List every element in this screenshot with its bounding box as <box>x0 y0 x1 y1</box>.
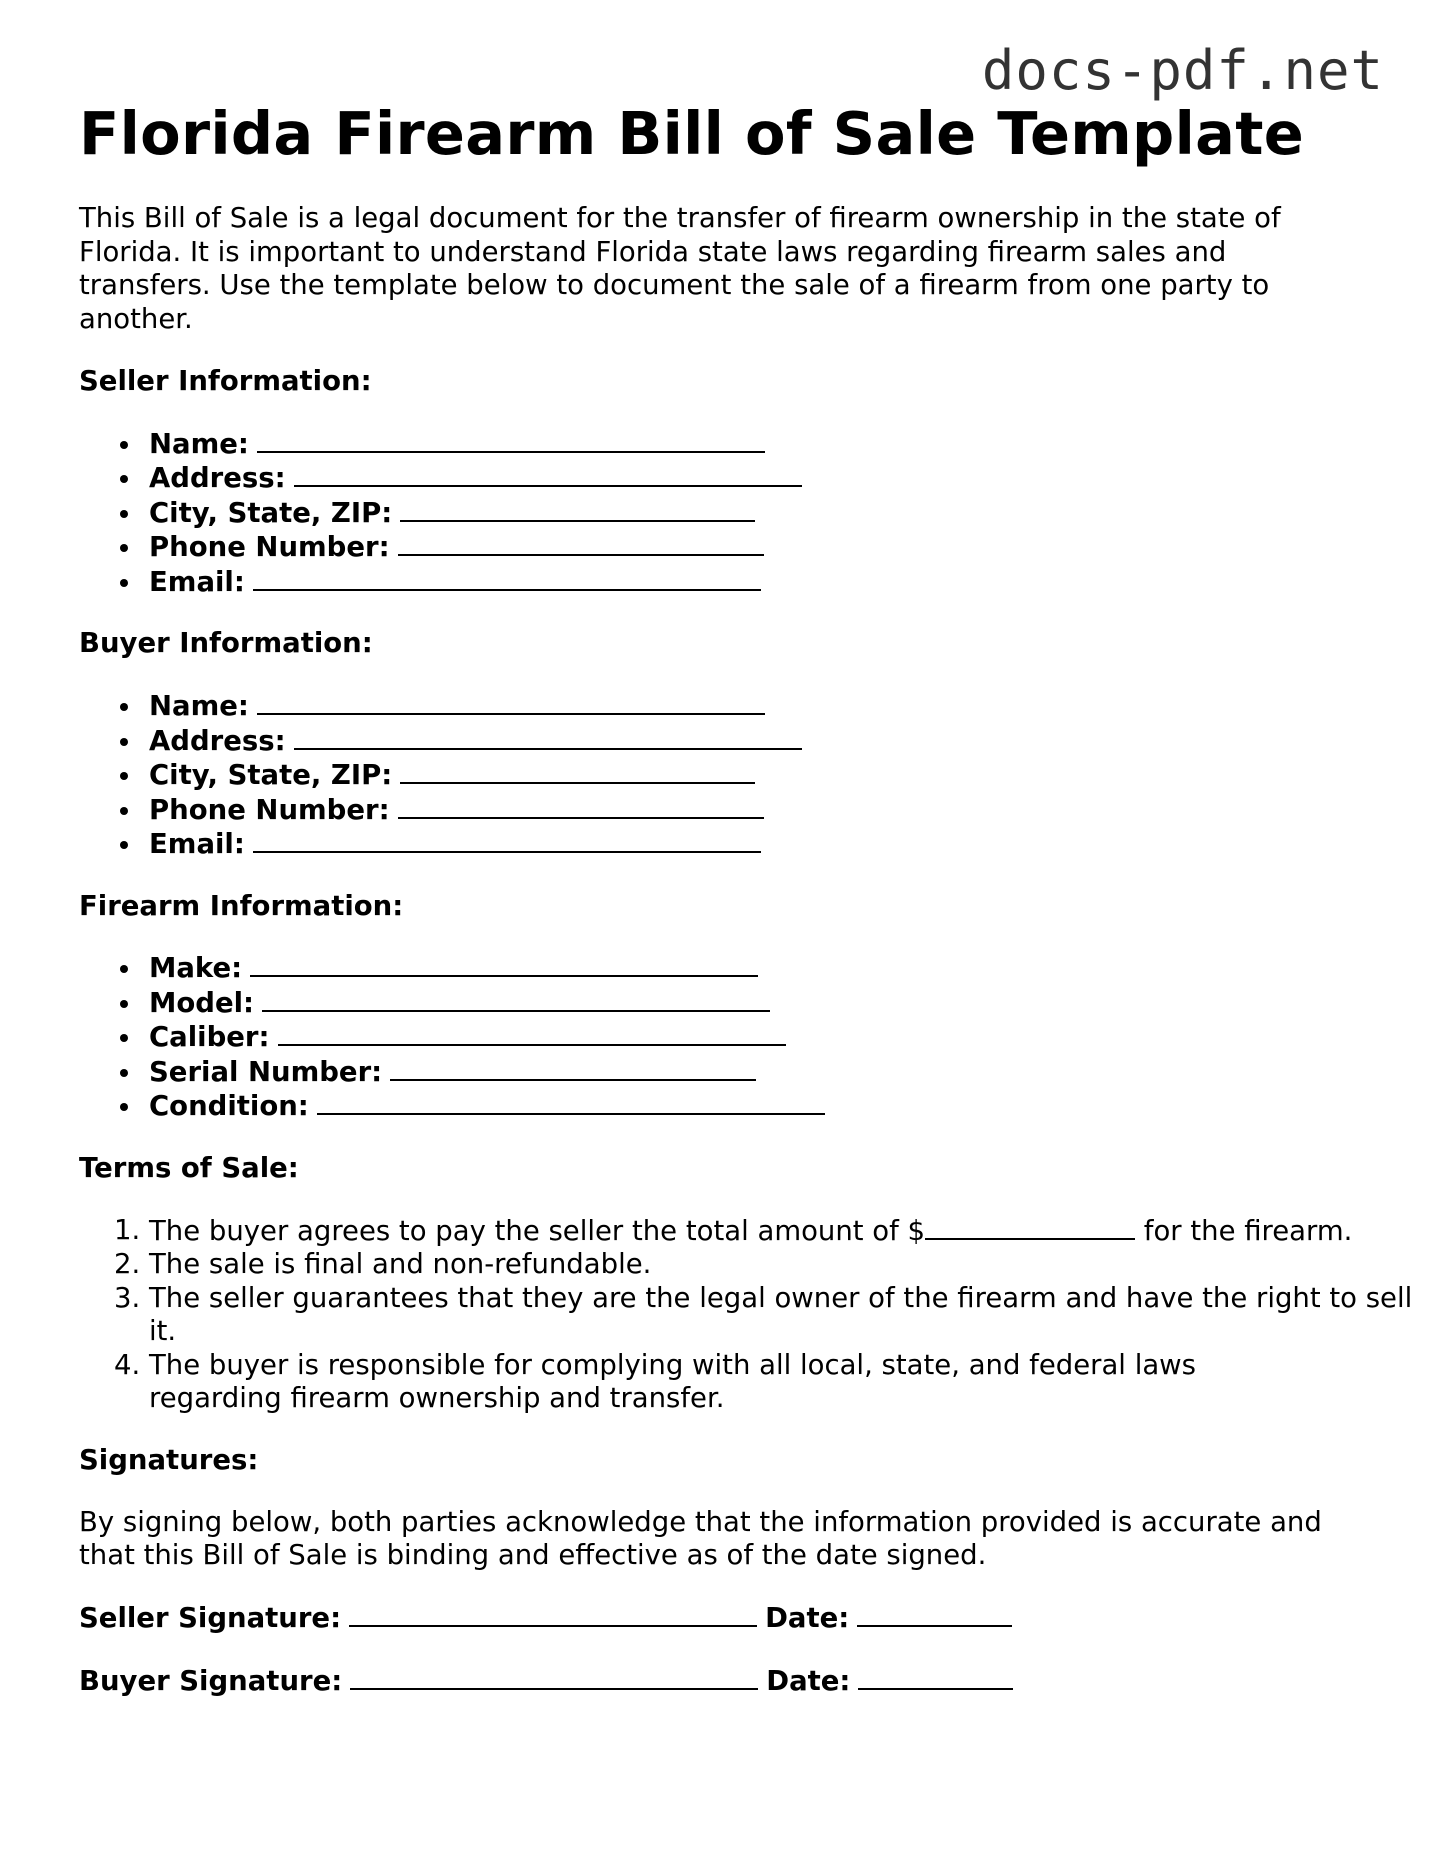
blank-line <box>317 1089 825 1115</box>
field-label: Email: <box>149 565 245 598</box>
buyer-phone-field <box>149 793 1379 828</box>
term-number: 3. <box>114 1281 141 1314</box>
date-label: Date: <box>766 1664 851 1697</box>
seller-heading: Seller Information: <box>79 365 372 398</box>
blank-line <box>294 461 802 487</box>
term-number: 2. <box>114 1248 141 1281</box>
firearm-model-field <box>149 986 1379 1021</box>
seller-phone-field <box>149 530 1379 565</box>
field-label: Address: <box>149 462 286 495</box>
term-text: The buyer is responsible for complying with all local, state, and federal laws regarding firearm ownership and transfer. <box>149 1348 1197 1415</box>
date-blank <box>858 1664 1013 1690</box>
blank-line <box>390 1055 756 1081</box>
blank-line <box>400 758 755 784</box>
term-item <box>114 1281 1429 1349</box>
firearm-heading: Firearm Information: <box>79 889 404 922</box>
blank-line <box>400 496 755 522</box>
firearm-caliber-field <box>149 1020 1379 1055</box>
blank-line <box>398 530 764 556</box>
seller-fields <box>79 427 1379 600</box>
signature-blank <box>350 1664 758 1690</box>
term-text-after: for the firearm. <box>1135 1214 1353 1247</box>
buyer-signature-row <box>79 1664 1379 1699</box>
signatures-heading: Signatures: <box>79 1443 259 1476</box>
page-title: Florida Firearm Bill of Sale Template <box>79 99 1305 168</box>
terms-list <box>79 1213 1413 1416</box>
field-label: Condition: <box>149 1090 309 1123</box>
signatures-paragraph: By signing below, both parties acknowledge that the information provided is accurate and that this Bill of Sale is binding and effective as of the date signed. <box>79 1505 1322 1572</box>
blank-line <box>278 1020 786 1046</box>
field-label: Caliber: <box>149 1021 270 1054</box>
firearm-condition-field <box>149 1089 1379 1124</box>
field-label: Phone Number: <box>149 531 390 564</box>
field-label: City, State, ZIP: <box>149 759 393 792</box>
buyer-fields <box>79 689 1379 862</box>
buyer-signature-label: Buyer Signature: <box>79 1664 343 1697</box>
seller-address-field <box>149 461 1379 496</box>
term-text-before: The buyer agrees to pay the seller the total amount of $ <box>149 1214 926 1247</box>
intro-paragraph: This Bill of Sale is a legal document for the transfer of firearm ownership in the state of Florida. It is important to understand Florida state laws regarding firearm sales and transfers. Use the template below to document the sale of a firearm from one party to another. <box>79 201 1281 336</box>
blank-line <box>253 565 761 591</box>
buyer-name-field <box>149 689 1379 724</box>
field-label: City, State, ZIP: <box>149 496 393 529</box>
term-number: 4. <box>114 1348 141 1381</box>
buyer-heading: Buyer Information: <box>79 627 373 660</box>
field-label: Address: <box>149 724 286 757</box>
buyer-city-field <box>149 758 1379 793</box>
blank-line <box>253 827 761 853</box>
field-label: Make: <box>149 952 243 985</box>
term-item <box>114 1248 1429 1282</box>
document-content <box>79 99 1413 1699</box>
seller-name-field <box>149 427 1379 462</box>
seller-city-field <box>149 496 1379 531</box>
date-blank <box>857 1601 1012 1627</box>
field-label: Model: <box>149 986 255 1019</box>
blank-line <box>257 427 765 453</box>
field-label: Serial Number: <box>149 1055 383 1088</box>
seller-signature-row <box>79 1601 1379 1636</box>
field-label: Email: <box>149 828 245 861</box>
field-label: Name: <box>149 690 249 723</box>
blank-line <box>262 986 770 1012</box>
seller-signature-label: Seller Signature: <box>79 1602 342 1635</box>
field-label: Name: <box>149 427 249 460</box>
blank-line <box>250 951 758 977</box>
firearm-make-field <box>149 951 1379 986</box>
field-label: Phone Number: <box>149 793 390 826</box>
firearm-serial-field <box>149 1055 1379 1090</box>
date-label: Date: <box>765 1602 850 1635</box>
blank-line <box>294 724 802 750</box>
seller-email-field <box>149 565 1379 600</box>
watermark: docs-pdf.net <box>981 39 1384 102</box>
buyer-email-field <box>149 827 1379 862</box>
term-item <box>114 1213 1429 1249</box>
blank-line <box>257 689 765 715</box>
signature-blank <box>349 1601 757 1627</box>
buyer-address-field <box>149 724 1379 759</box>
firearm-fields <box>79 951 1379 1124</box>
blank-line <box>398 793 764 819</box>
term-text: The seller guarantees that they are the legal owner of the firearm and have the right to sell it. <box>149 1281 1413 1348</box>
terms-heading: Terms of Sale: <box>79 1151 299 1184</box>
term-text: The sale is final and non-refundable. <box>149 1248 652 1281</box>
term-number: 1. <box>114 1213 141 1246</box>
amount-blank <box>925 1214 1135 1240</box>
term-item <box>114 1348 1299 1416</box>
